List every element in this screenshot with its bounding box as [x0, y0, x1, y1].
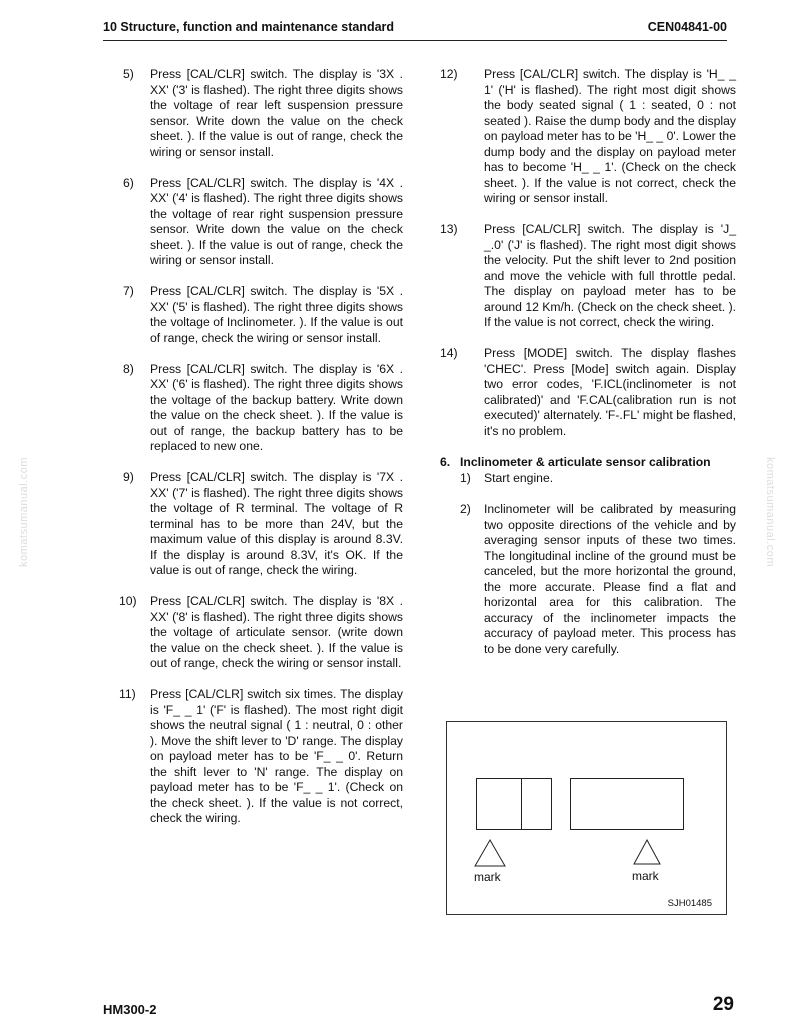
item-number: 8)	[123, 361, 134, 376]
list-item	[119, 687, 403, 827]
item-text: Press [CAL/CLR] switch. The display is '7X . XX' ('7' is flashed). The right three digits shows the voltage of R terminal. The voltage of R terminal has to be more than 24V, but the maximum value of this display is around 8.3V. If the display is around 8.3V, it's OK. If the value is out of range, check the wiring.	[150, 470, 403, 577]
mark-triangle-left-icon	[474, 839, 506, 867]
calibration-figure	[446, 721, 727, 915]
item-text: Start engine.	[484, 471, 554, 485]
document-code: CEN04841-00	[647, 20, 727, 34]
page-number: 29	[712, 994, 734, 1015]
section-number: 6.	[440, 454, 451, 469]
display-box-left	[476, 778, 552, 830]
right-column	[440, 67, 737, 673]
page-header	[103, 18, 727, 41]
left-column	[119, 67, 403, 842]
item-text: Press [CAL/CLR] switch. The display is '5X . XX' ('5' is flashed). The right three digits shows the voltage of Inclinometer. ). If the value is out of range, check the wiring or sensor install.	[150, 284, 403, 345]
item-number: 10)	[119, 594, 137, 608]
item-text: Press [CAL/CLR] switch. The display is '6X . XX' ('6' is flashed). The right three digits shows the voltage of the backup battery. Write down the value on the check sheet. ). If the value is out of range, the backup battery has to be replaced to new one.	[150, 361, 403, 453]
section-heading-text: Inclinometer & articulate sensor calibration	[460, 454, 711, 469]
list-item	[119, 594, 403, 672]
figure-id: SJH01485	[667, 898, 712, 909]
list-item	[440, 222, 736, 331]
mark-label-right: mark	[632, 869, 659, 883]
item-number: 12)	[440, 67, 458, 81]
list-item	[460, 502, 736, 657]
item-number: 2)	[460, 502, 471, 516]
item-text: Press [CAL/CLR] switch. The display is '8X . XX' ('8' is flashed). The right three digits shows the voltage of articulate sensor. (write down the value on the check sheet. ). If the value is out of range, check the wiring or sensor install.	[150, 594, 403, 670]
display-box-right	[570, 778, 684, 830]
item-text: Press [CAL/CLR] switch. The display is 'H_ _ 1' ('H' is flashed). The right most digit shows the body seated signal ( 1 : seated, 0 : not seated ). Raise the dump body and the display on payload meter has to be 'H_ _ 0'. Lower the dump body and the display on payload meter has to become 'H_ _ 1'. (Check on the check sheet. ). If the value is not correct, check the wiring or sensor install.	[484, 67, 736, 205]
item-number: 7)	[123, 284, 134, 298]
item-text: Press [CAL/CLR] switch six times. The display is 'F_ _ 1' ('F' is flashed). The most right digit shows the neutral signal ( 1 : neutral, 0 : other ). Move the shift lever to 'D' range. The display on payload meter has to be 'F_ _ 0'. Return the shift lever to 'N' range. The display on payload meter has to be 'F_ _ 1'. (Check on the check sheet. ). If the value is not correct, check the wiring.	[150, 687, 403, 825]
section-title: 10 Structure, function and maintenance standard	[103, 20, 395, 34]
list-item	[440, 346, 736, 439]
item-text: Press [CAL/CLR] switch. The display is '4X . XX' ('4' is flashed). The right three digits shows the voltage of rear right suspension pressure sensor. Write down the value on the check sheet. ). If the value is out of range, check the wiring or sensor install.	[150, 175, 403, 267]
list-item	[440, 67, 736, 207]
list-item	[123, 284, 403, 346]
box-divider	[521, 779, 522, 829]
item-text: Press [CAL/CLR] switch. The display is 'J_ _.0' ('J' is flashed). The right most digit shows the velocity. Put the shift lever to 2nd position and move the vehicle with full throttle pedal. The display on payload meter has to be around 12 Km/h. (Check on the check sheet. ). If the value is not correct, check the wiring.	[484, 222, 737, 329]
list-item	[123, 67, 403, 160]
item-number: 6)	[123, 175, 134, 190]
mark-triangle-right-icon	[633, 839, 661, 865]
footer-model: HM300-2	[103, 1002, 157, 1017]
item-number: 11)	[119, 687, 136, 701]
list-item	[123, 470, 403, 579]
mark-label-left: mark	[474, 870, 501, 884]
item-text: Press [MODE] switch. The display flashes 'CHEC'. Press [Mode] switch again. Display two error codes, 'F.ICL(inclinometer is not calibrated)' and 'F.CAL(calibration run is not executed)' alternately. 'F-.FL' might be flashed, it's no problem.	[484, 346, 736, 438]
list-item	[123, 362, 403, 455]
item-number: 14)	[440, 346, 458, 360]
item-number: 5)	[123, 67, 134, 81]
watermark-left: komatsumanual.com	[18, 457, 30, 567]
item-number: 9)	[123, 470, 134, 484]
item-number: 13)	[440, 222, 458, 236]
list-item	[123, 176, 403, 269]
watermark-right: komatsumanual.com	[764, 457, 776, 567]
item-number: 1)	[460, 471, 471, 485]
section-heading	[440, 455, 736, 471]
item-text: Press [CAL/CLR] switch. The display is '3X . XX' ('3' is flashed). The right three digits shows the voltage of rear left suspension pressure sensor. Write down the value on the check sheet. ). If the value is out of range, check the wiring or sensor install.	[150, 67, 403, 159]
item-text: Inclinometer will be calibrated by measuring two opposite directions of the vehicle and by averaging sensor inputs of these two times. The longitudinal incline of the ground must be canceled, but the more horizontal the ground, the more accurate. Please find a flat and horizontal area for this calibration. The accuracy of the inclinometer impacts the accuracy of payload meter. This process has to be done very carefully.	[484, 502, 736, 656]
list-item	[460, 471, 736, 487]
